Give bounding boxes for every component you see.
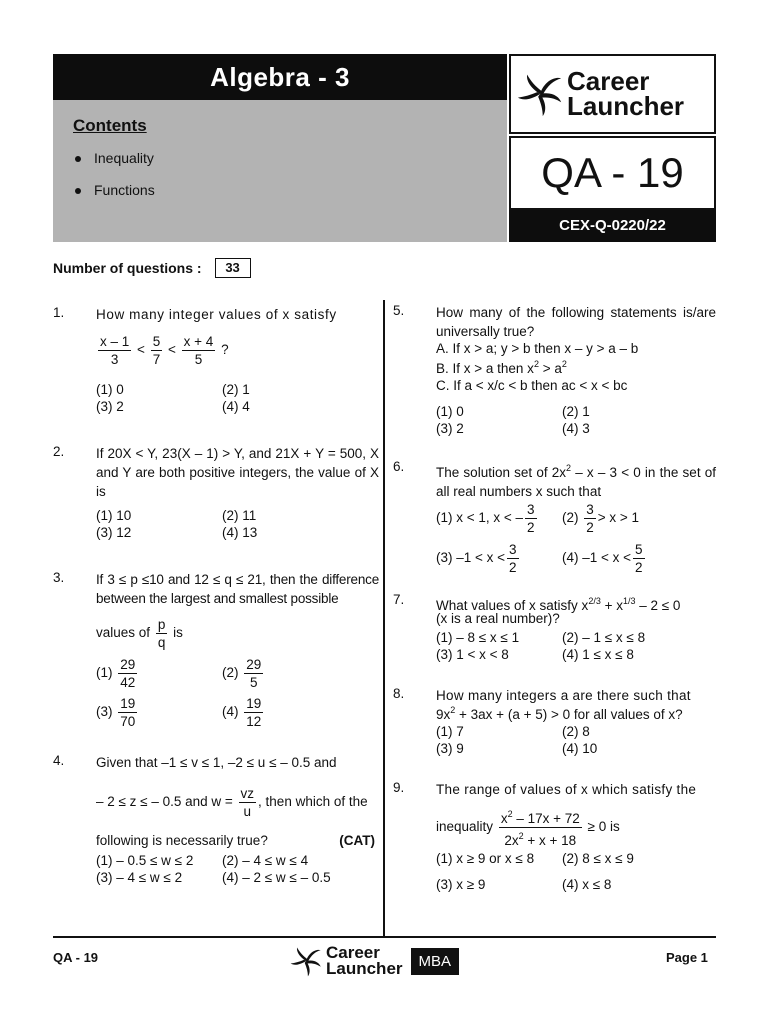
option: (4) x ≤ 8	[562, 877, 612, 892]
question-8-options	[436, 724, 692, 756]
list-item: Inequality	[73, 150, 155, 182]
brand-logo	[509, 54, 716, 134]
option: (3) 9	[436, 741, 464, 756]
question-count: Number of questions : 33	[53, 258, 251, 278]
swirl-logo-icon	[290, 945, 322, 977]
option: (4) 3	[562, 421, 590, 436]
option: (2) 8 ≤ x ≤ 9	[562, 851, 634, 866]
column-divider	[383, 300, 385, 936]
option: (1) 10	[96, 508, 132, 523]
option: (3) $\frac{19}{70}$	[96, 696, 136, 729]
bullet-icon	[75, 188, 81, 194]
option: (2) $\frac{29}{5}$	[222, 657, 262, 690]
option: (2) 1	[562, 404, 590, 419]
bullet-icon	[75, 156, 81, 162]
option: (4) 10	[562, 741, 598, 756]
option: (2) – 4 ≤ w ≤ 4	[222, 853, 309, 868]
option: (3) x ≥ 9	[436, 877, 486, 892]
question-9-expression: inequality $\frac{x^2 - 17x + 72}{2x^2 + x + 18}$ ≥ 0 is	[436, 806, 620, 849]
contents-heading: Contents	[73, 116, 147, 135]
question-7-options	[436, 630, 692, 662]
question-2-options	[96, 508, 352, 540]
option: (3) –1 < x < $\frac{3}{2}$	[436, 542, 517, 575]
option: (1) – 8 ≤ x ≤ 1	[436, 630, 520, 645]
qa-code: QA - 19	[509, 136, 716, 210]
brand-name: Career Launcher	[567, 66, 685, 121]
footer-qa-code: QA - 19	[53, 950, 99, 965]
option: (1) $\frac{29}{42}$	[96, 657, 136, 690]
option: (2) 1	[222, 382, 250, 397]
option: (4) 4	[222, 399, 250, 414]
option: (3) – 4 ≤ w ≤ 2	[96, 870, 183, 885]
header-banner	[53, 54, 507, 242]
footer-divider	[53, 936, 716, 938]
source-tag: (CAT)	[339, 833, 375, 848]
footer-brand: Career Launcher MBA	[290, 945, 459, 977]
question-count-value: 33	[215, 258, 251, 278]
contents-list	[73, 150, 155, 214]
option: (4) 1 ≤ x ≤ 8	[562, 647, 634, 662]
option: (3) 12	[96, 525, 132, 540]
option: (2) 8	[562, 724, 590, 739]
page-number: Page 1	[666, 950, 708, 965]
option: (1) x < 1, x < – $\frac{3}{2}$	[436, 502, 535, 535]
option: (1) 0	[96, 382, 124, 397]
option: (3) 2	[436, 421, 464, 436]
option: (1) 7	[436, 724, 464, 739]
question-4-options	[96, 853, 352, 885]
option: (4) $\frac{19}{12}$	[222, 696, 262, 729]
question-4-expression: – 2 ≤ z ≤ – 0.5 and w = $\frac{vz}{u}$ , then which of the	[96, 786, 368, 819]
option: (2) – 1 ≤ x ≤ 8	[562, 630, 646, 645]
list-item: Functions	[73, 182, 155, 214]
option: (4) 13	[222, 525, 258, 540]
document-code: CEX-Q-0220/22	[509, 210, 716, 242]
option: (4) –1 < x < $\frac{5}{2}$	[562, 542, 643, 575]
option: (1) x ≥ 9 or x ≤ 8	[436, 851, 535, 866]
mba-badge: MBA	[411, 948, 460, 975]
question-9-options	[436, 851, 692, 892]
header-brand-panel	[509, 54, 716, 242]
option: (2) $\frac{3}{2}$ > x > 1	[562, 502, 640, 535]
question-1-options	[96, 382, 352, 414]
option: (2) 11	[222, 508, 257, 523]
option: (4) – 2 ≤ w ≤ – 0.5	[222, 870, 331, 885]
swirl-logo-icon	[517, 71, 563, 117]
option: (1) – 0.5 ≤ w ≤ 2	[96, 853, 194, 868]
option: (1) 0	[436, 404, 464, 419]
question-1-expression: $\frac{x - 1}{3}$ < $\frac{5}{7}$ < $\frac{x + 4}{5}$ ?	[100, 334, 229, 367]
option: (3) 2	[96, 399, 124, 414]
page-title: Algebra - 3	[53, 54, 507, 100]
option: (3) 1 < x < 8	[436, 647, 509, 662]
question-3-expression: values of $\frac{p}{q}$ is	[96, 617, 183, 650]
question-5-options	[436, 404, 692, 436]
